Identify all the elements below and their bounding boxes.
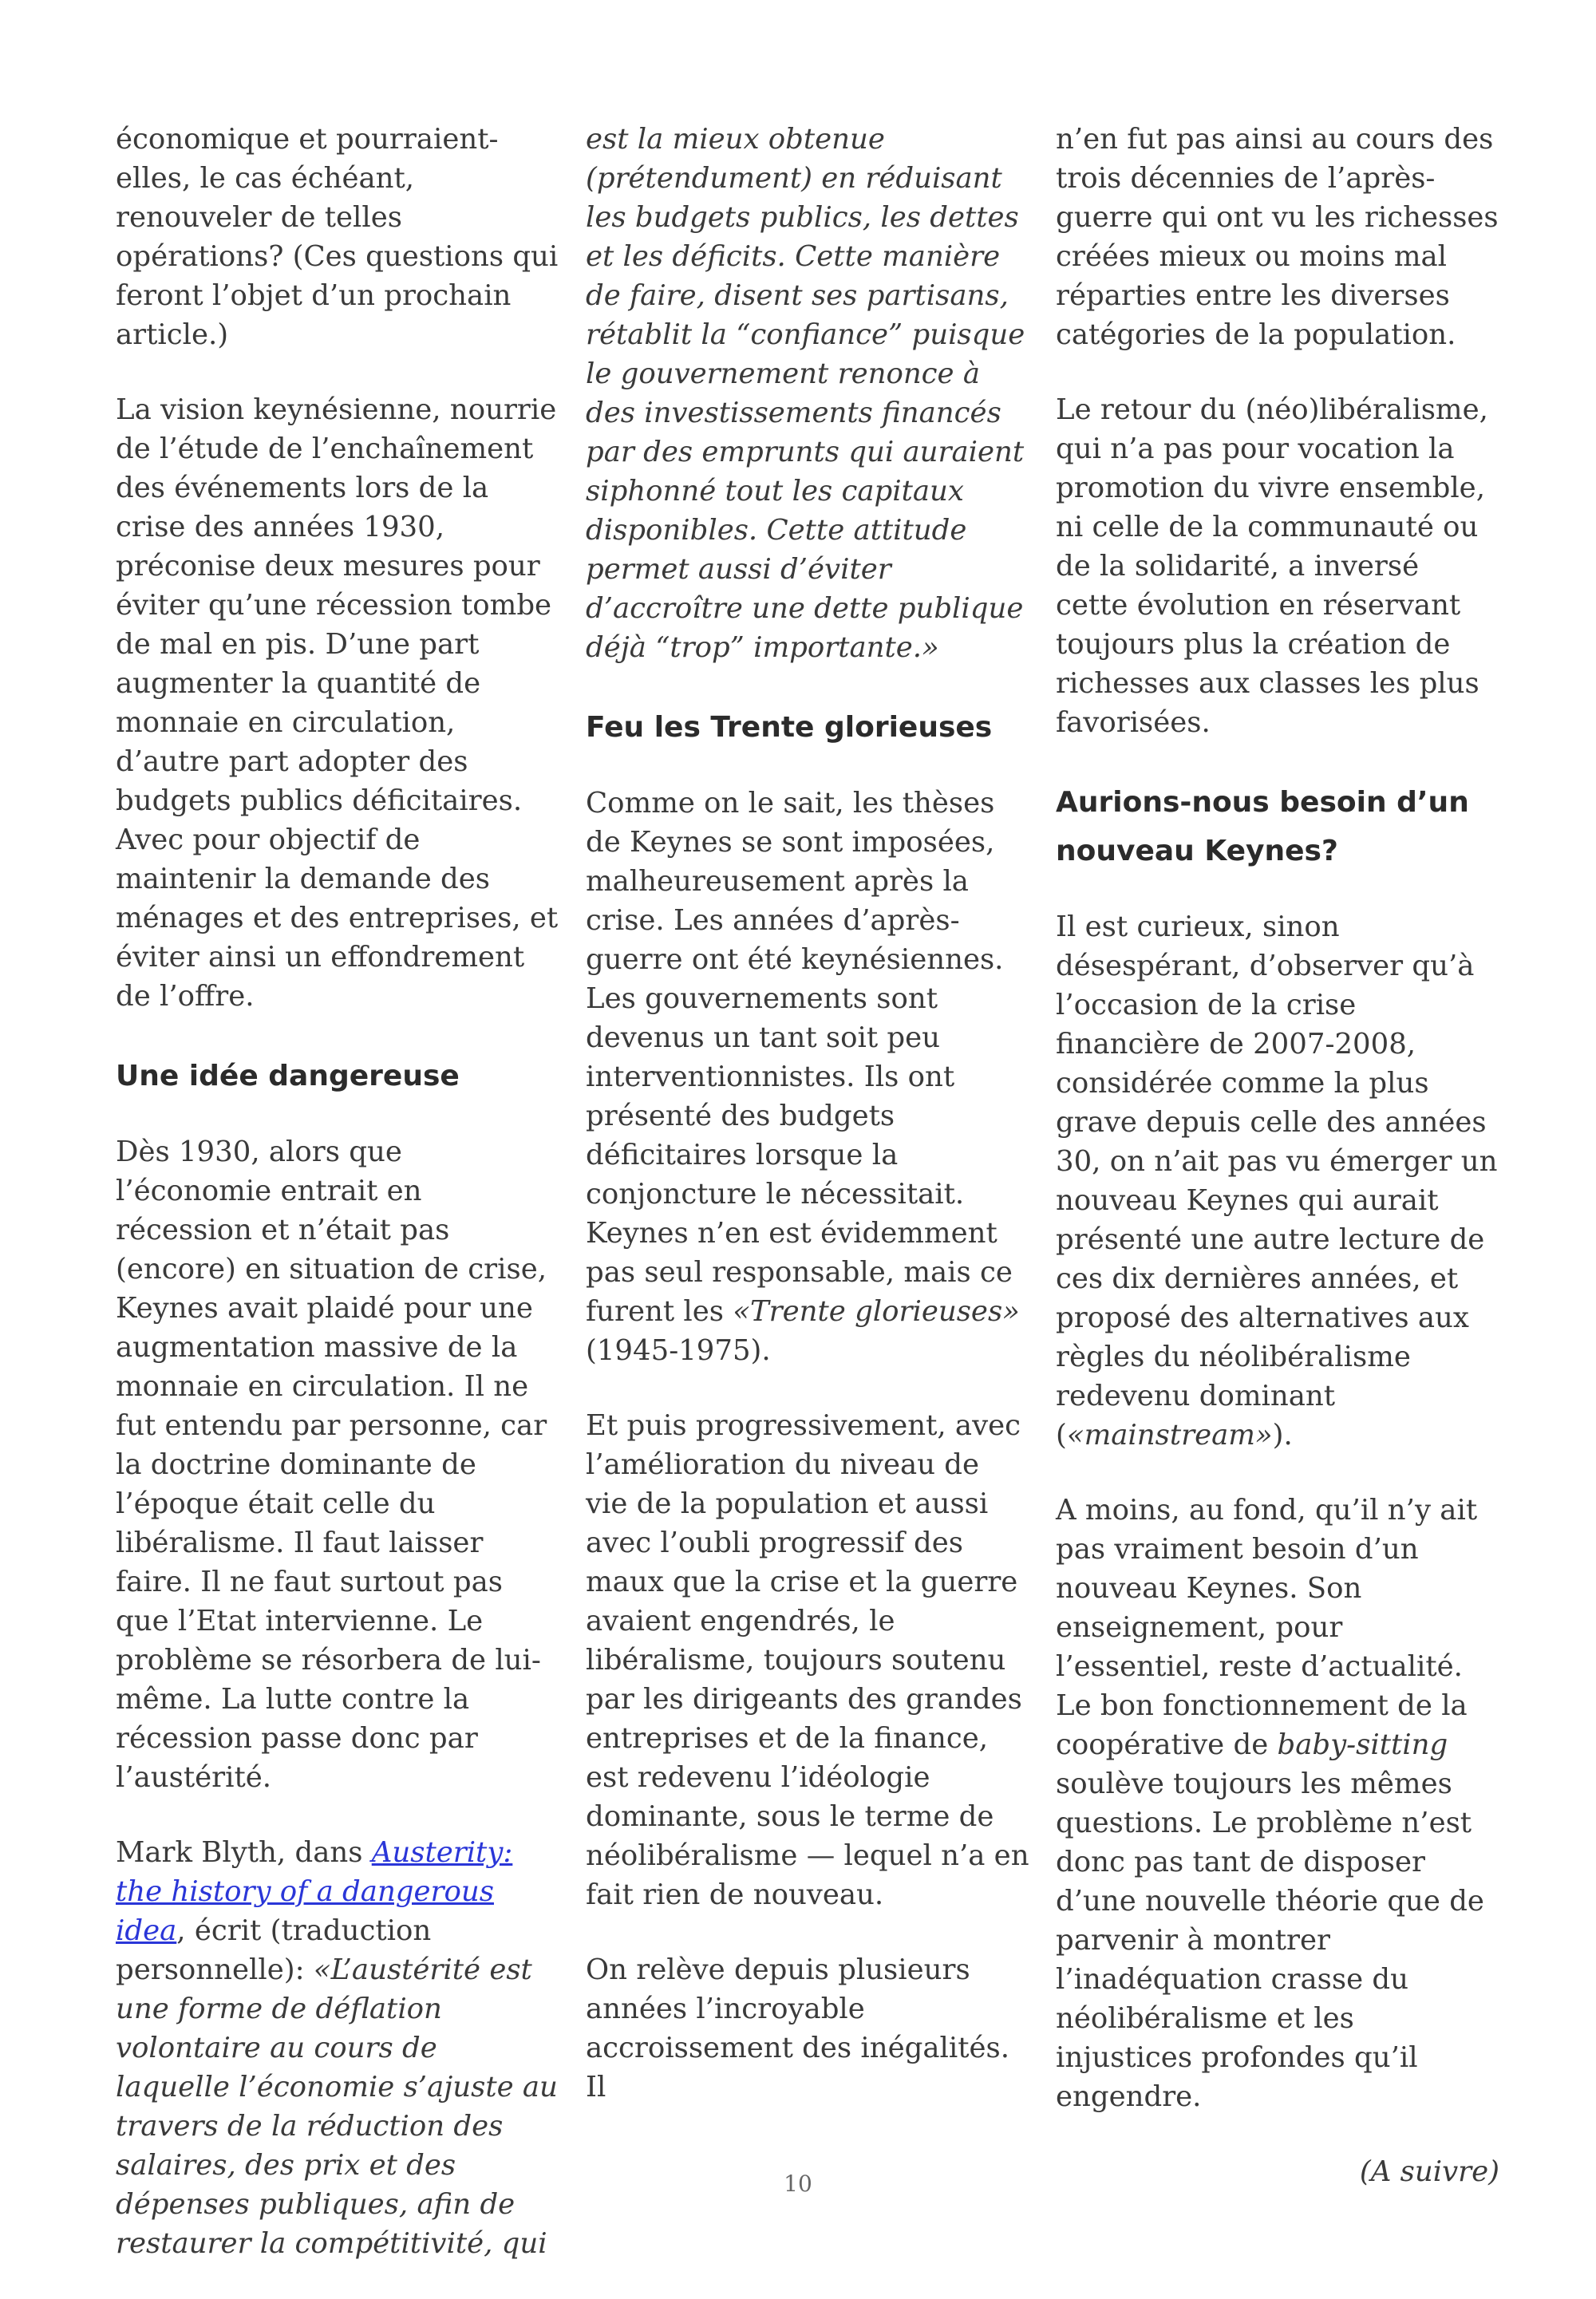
column-2 [586,120,1029,2143]
section-heading: Aurions-nous besoin d’un nouveau Keynes? [1056,786,1469,867]
column-3 [1056,120,1499,2227]
paragraph: n’en fut pas ainsi au cours des trois décennies de l’après-guerre qui ont vu les richesses créées mieux ou moins mal réparties entre les diverses catégories de la population. [1056,123,1499,351]
paragraph: Dès 1930, alors que l’économie entrait en récession et n’était pas (encore) en situation de crise, Keynes avait plaidé pour une augmentation massive de la monnaie en circulation. Il ne fut entendu par personne, car la doctrine dominante de l’époque était celle du libéralisme. Il faut laisser faire. Il ne faut surtout pas que l’Etat intervienne. Le problème se résorbera de lui-même. La lutte contre la récession passe donc par l’austérité. [116,1136,547,1794]
text-run: , écrit (traduction personnelle): [116,1914,432,1986]
text-run: soulève toujours les mêmes questions. Le problème n’est donc pas tant de disposer d’une nouvelle théorie que de parvenir à montrer l’inadéquation crasse du néolibéralisme et les injustices profondes qu’il engendre. [1056,1768,1484,2113]
column-1 [116,120,559,2299]
text-run: Mark Blyth, dans [116,1836,372,1869]
emphasis: «Trente glorieuses» [733,1295,1020,1328]
section-heading: Feu les Trente glorieuses [586,711,993,744]
text-run: Comme on le sait, les thèses de Keynes se sont imposées, malheureusement après la crise. Les années d’après-guerre ont été keynésiennes. Les gouvernements sont devenus un tant soit peu interventionnistes. Ils ont présenté des budgets déficitaires lorsque la conjoncture le nécessitait. Keynes n’en est évidemment pas seul responsable, mais ce furent les [586,787,1013,1328]
page-number: 10 [784,2171,812,2197]
text-run: A moins, au fond, qu’il n’y ait pas vraiment besoin d’un nouveau Keynes. Son enseignement, pour l’essentiel, reste d’actualité. Le bon fonctionnement de la coopérative de [1056,1494,1478,1761]
emphasis: baby-sitting [1277,1728,1448,1761]
book-link[interactable]: Austerity: the history of a dangerous idea [116,1836,513,1947]
paragraph: économique et pourraient-elles, le cas échéant, renouveler de telles opérations? (Ces questions qui feront l’objet d’un prochain article.) [116,123,559,351]
paragraph [1056,1491,1499,2116]
quotation: «L’austérité est une forme de déflation volontaire au cours de laquelle l’économie s’ajuste au travers de la réduction des salaires, des prix et des dépenses publiques, afin de restaurer la compétitivité, qui [116,1953,558,2260]
quotation: est la mieux obtenue (prétendument) en réduisant les budgets publics, les dettes et les déficits. Cette manière de faire, disent ses partisans, rétablit la “confiance” puisque le gouvernement renonce à des investissements financés par des emprunts qui auraient siphonné tout les capitaux disponibles. Cette attitude permet aussi d’éviter d’accroître une dette publique déjà “trop” importante.» [586,123,1025,664]
text-run: Il est curieux, sinon désespérant, d’observer qu’à l’occasion de la crise financière de 2007-2008, considérée comme la plus grave depuis celle des années 30, on n’ait pas vu émerger un nouveau Keynes qui aurait présenté une autre lecture de ces dix dernières années, et proposé des alternatives aux règles du néolibéralisme redevenu dominant ( [1056,911,1498,1452]
section-heading: Une idée dangereuse [116,1060,460,1092]
text-run: ). [1272,1419,1293,1452]
paragraph [586,120,1029,667]
emphasis: «mainstream» [1066,1419,1273,1452]
paragraph: Le retour du (néo)libéralisme, qui n’a pas pour vocation la promotion du vivre ensemble, ni celle de la communauté ou de la solidarité, a inversé cette évolution en réservant toujours plus la création de richesses aux classes les plus favorisées. [1056,393,1488,739]
paragraph [586,784,1029,1370]
paragraph [116,1833,559,2263]
text-run: (1945-1975). [586,1334,771,1367]
paragraph: Et puis progressivement, avec l’amélioration du niveau de vie de la population et aussi avec l’oubli progressif des maux que la crise et la guerre avaient engendrés, le libéralisme, toujours soutenu par les dirigeants des grandes entreprises et de la finance, est redevenu l’idéologie dominante, sous le terme de néolibéralisme — lequel n’a en fait rien de nouveau. [586,1409,1029,1911]
paragraph: La vision keynésienne, nourrie de l’étude de l’enchaînement des événements lors de la crise des années 1930, préconise deux mesures pour éviter qu’une récession tombe de mal en pis. D’une part augmenter la quantité de monnaie en circulation, d’autre part adopter des budgets publics déficitaires. Avec pour objectif de maintenir la demande des ménages et des entreprises, et éviter ainsi un effondrement de l’offre. [116,393,559,1013]
paragraph: On relève depuis plusieurs années l’incroyable accroissement des inégalités. Il [586,1953,1009,2103]
paragraph [1056,907,1499,1455]
to-be-continued: (A suivre) [1359,2155,1499,2188]
